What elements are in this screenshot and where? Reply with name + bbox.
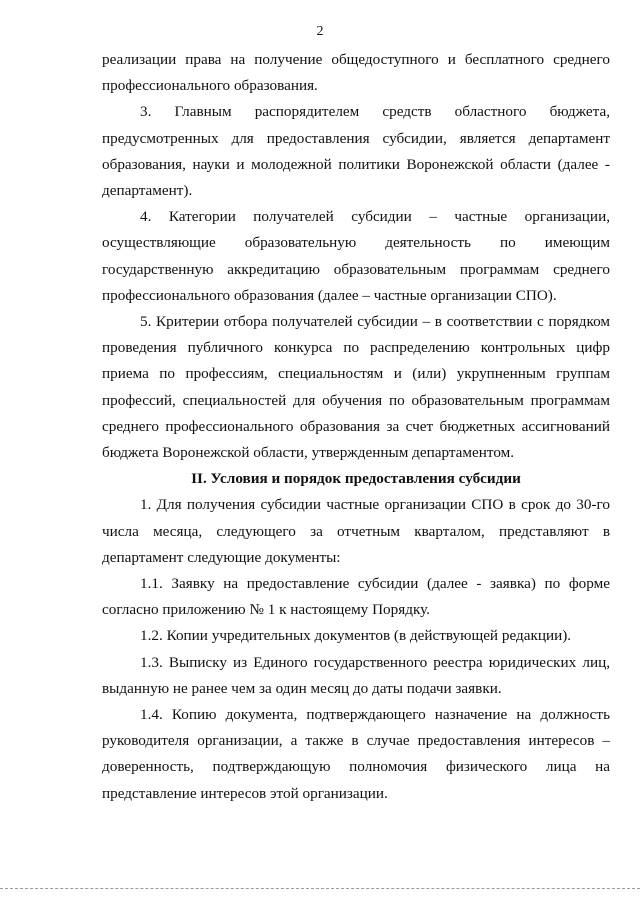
- paragraph-3-chief-administrator: 3. Главным распорядителем средств областного бюджета, предусмотренных для предоставления субсидии, является департамент образования, науки и молодежной политики Воронежской области (далее - департамент).: [102, 103, 610, 200]
- paragraph-s1-4-appointment-document: 1.4. Копию документа, подтверждающего назначение на должность руководителя организации, а также в случае предоставления интересов – доверенность, подтверждающую полномочия физического лица на представление интересов этой организации.: [102, 706, 610, 802]
- paragraph-s1-2-founding-documents: 1.2. Копии учредительных документов (в действующей редакции).: [140, 627, 572, 645]
- section-heading: II. Условия и порядок предоставления субсидии: [191, 470, 521, 488]
- scan-edge-line: [0, 888, 640, 889]
- paragraph-5-selection-criteria: 5. Критерии отбора получателей субсидии – в соответствии с порядком проведения публичного конкурса по распределению контрольных цифр приема по профессиям, специальностям и (или) укрупненным группам профессий, специальностей для обучения по образовательным программам среднего профессионального образования за счет бюджетных ассигнований бюджета Воронежской области, утвержденным департаментом.: [102, 313, 610, 462]
- paragraph-s1-documents-list: 1. Для получения субсидии частные организации СПО в срок до 30-го числа месяца, следующего за отчетным кварталом, представляют в департамент следующие документы:: [102, 496, 610, 566]
- page-number: 2: [316, 24, 324, 39]
- paragraph-continuation: реализации права на получение общедоступного и бесплатного среднего профессионального образования.: [102, 51, 610, 95]
- paragraph-s1-1-application: 1.1. Заявку на предоставление субсидии (далее - заявка) по форме согласно приложению № 1 к настоящему Порядку.: [102, 575, 610, 619]
- document-body: [102, 47, 610, 807]
- paragraph-s1-3-registry-extract: 1.3. Выписку из Единого государственного реестра юридических лиц, выданную не ранее чем за один месяц до даты подачи заявки.: [102, 653, 610, 697]
- paragraph-4-recipient-categories: 4. Категории получателей субсидии – частные организации, осуществляющие образовательную деятельность по имеющим государственную аккредитацию образовательным программам среднего профессионального образования (далее – частные организации СПО).: [102, 208, 610, 304]
